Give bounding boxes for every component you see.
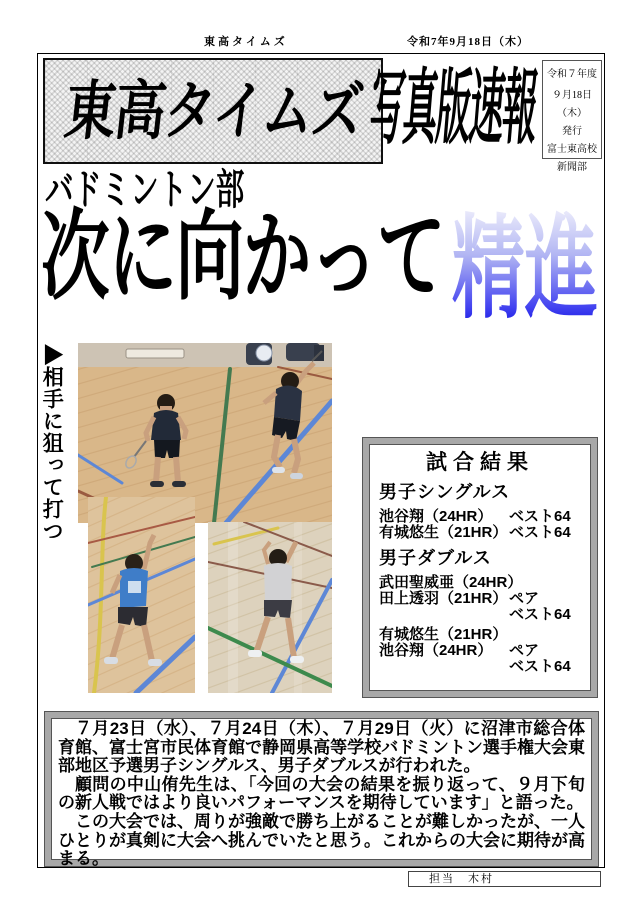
pair-result: ベスト64 (509, 658, 571, 675)
article-paragraph: この大会では、周りが強敵で勝ち上がることが難しかったが、一人ひとりが真剣に大会へ挑んでいたと思う。これからの大会に期待が高まる。 (58, 811, 585, 869)
player-name: 池谷翔（24HR） (379, 508, 493, 525)
credit-box (408, 871, 601, 887)
pair-label: ペア (509, 590, 540, 607)
player-name: 池谷翔（24HR） (379, 642, 493, 659)
singles-row (379, 525, 581, 541)
running-head-title: 東高タイムズ (204, 36, 288, 48)
player-result: ベスト64 (509, 524, 571, 541)
newspaper-title: 東高タイムズ (60, 75, 366, 147)
doubles-heading: 男子ダブルス (379, 548, 492, 568)
masthead-title-box (43, 58, 383, 164)
headline-accent: 精進 (452, 206, 598, 331)
photo-receiving-player (208, 522, 332, 693)
pair-label: ペア (509, 642, 540, 659)
issue-school: 富士東高校 (547, 144, 597, 155)
singles-heading: 男子シングルス (379, 482, 511, 502)
issue-publish: 発行 (562, 126, 582, 137)
photo-caption-vertical: ▶相手に狙って打つ (40, 344, 64, 542)
doubles-pair (379, 627, 581, 675)
issue-date: ９月18日（木） (552, 90, 592, 119)
player-name: 田上透羽（21HR） (379, 590, 508, 607)
background-bench-area (78, 343, 332, 367)
player-result: ベスト64 (509, 508, 571, 525)
headline-club: バドミントン部 (45, 168, 245, 214)
article-box (45, 712, 598, 869)
running-head-date: 令和7年9月18日（木） (407, 36, 529, 48)
issue-year: 令和７年度 (547, 69, 597, 80)
photo-overhead-shot (88, 497, 195, 693)
credit-label: 担当 木村 (429, 873, 494, 885)
article-paragraph: ７月23日（水）、７月24日（木）、７月29日（火）に沼津市総合体育館、富士宮市民体育館で静岡県高等学校バドミントン選手権大会東部地区予選男子シングルス、男子ダブルスが行われた。 (58, 719, 585, 776)
article-paragraph: 顧問の中山侑先生は、「今回の大会の結果を振り返って、９月下旬の新人戦ではより良いパフォーマンスを期待しています」と語った。 (58, 774, 585, 813)
singles-row (379, 509, 581, 525)
player-name: 有城悠生（21HR） (379, 626, 508, 643)
results-title: 試合結果 (426, 451, 534, 474)
doubles-pair (379, 575, 581, 623)
photo-badminton-rally (78, 343, 332, 523)
player-name: 武田聖威亜（24HR） (379, 574, 523, 591)
player-name: 有城悠生（21HR） (379, 524, 508, 541)
match-results-box (363, 438, 597, 697)
pair-result: ベスト64 (509, 606, 571, 623)
headline-main: 次に向かって (41, 204, 445, 312)
issue-info-box (542, 60, 602, 173)
issue-club: 新聞部 (557, 162, 587, 173)
edition-label: 写真版速報 (366, 63, 540, 154)
